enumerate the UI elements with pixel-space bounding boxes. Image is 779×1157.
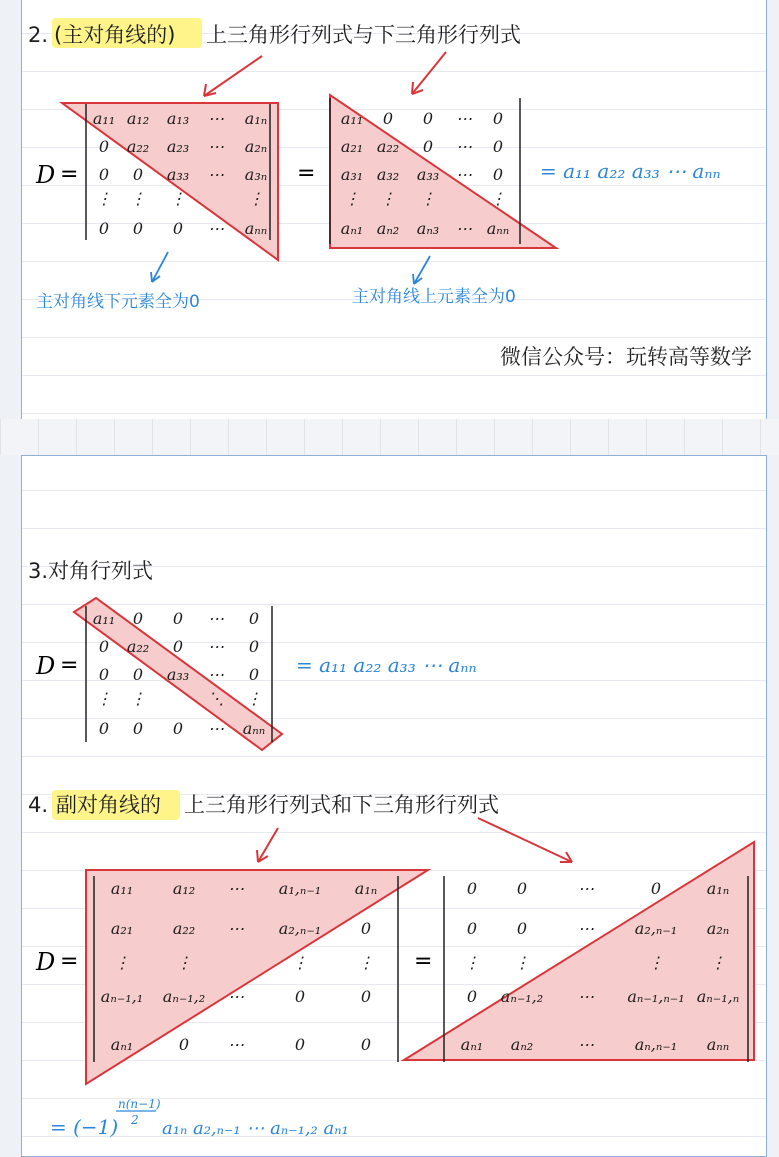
matrix-cell: aₙ₋₁,₁ xyxy=(100,987,144,1006)
matrix-cell: ⋮ xyxy=(344,189,360,208)
matrix-cell: ⋯ xyxy=(578,1035,594,1054)
matrix-cell: aₙₙ xyxy=(486,219,510,238)
matrix-cell: ⋯ xyxy=(228,879,244,898)
note-arrow xyxy=(414,256,430,284)
matrix-cell: 0 xyxy=(516,879,528,898)
arrow-to-lower xyxy=(412,52,446,94)
matrix-cell: ⋮ xyxy=(170,189,186,208)
section-3-result: = a₁₁ a₂₂ a₃₃ ⋯ aₙₙ xyxy=(296,653,477,677)
matrix-cell: aₙ₋₁,ₙ₋₁ xyxy=(627,987,685,1006)
matrix-cell: ⋯ xyxy=(208,637,224,656)
matrix-cell: aₙₙ xyxy=(242,719,266,738)
matrix-cell: ⋮ xyxy=(380,189,396,208)
matrix-cell: ⋮ xyxy=(514,953,530,972)
matrix-cell: 0 xyxy=(178,1035,190,1054)
lower-triangle-shading xyxy=(330,95,556,248)
matrix-cell: 0 xyxy=(132,609,144,628)
matrix-cell: 0 xyxy=(650,879,662,898)
matrix-cell: a₃₃ xyxy=(166,665,190,684)
matrix-cell: ⋯ xyxy=(208,665,224,684)
matrix-cell: a₁,ₙ₋₁ xyxy=(278,879,322,898)
section-4-highlight-text: 副对角线的 xyxy=(56,793,161,817)
matrix-cell: 0 xyxy=(492,165,504,184)
determinant-symbol: D xyxy=(36,161,56,189)
matrix-cell: 0 xyxy=(172,719,184,738)
matrix-cell: a₁ₙ xyxy=(244,109,268,128)
equals-sign: = xyxy=(60,949,79,974)
matrix-cell: 0 xyxy=(248,665,260,684)
matrix-cell: ⋮ xyxy=(248,189,264,208)
equals-sign: = xyxy=(60,162,79,187)
matrix-cell: 0 xyxy=(98,637,110,656)
matrix-cell: a₁₁ xyxy=(92,609,116,628)
matrix-cell: ⋮ xyxy=(130,689,146,708)
matrix-cell: a₂,ₙ₋₁ xyxy=(634,919,678,938)
matrix-cell: ⋯ xyxy=(208,609,224,628)
result-prefix: = (−1) xyxy=(50,1115,119,1139)
matrix-cell: 0 xyxy=(466,987,478,1006)
matrix-cell: 0 xyxy=(360,919,372,938)
matrix-cell: a₁₃ xyxy=(166,109,190,128)
matrix-cell: ⋯ xyxy=(578,919,594,938)
note-lower: 主对角线上元素全为0 xyxy=(352,287,516,307)
matrix-cell: ⋯ xyxy=(208,109,224,128)
matrix-cell: aₙ₋₁,₂ xyxy=(162,987,206,1006)
matrix-cell: 0 xyxy=(132,665,144,684)
matrix-cell: ⋮ xyxy=(292,953,308,972)
matrix-cell: ⋮ xyxy=(114,953,130,972)
matrix-cell: aₙₙ xyxy=(706,1035,730,1054)
exponent-denominator: 2 xyxy=(131,1113,139,1127)
matrix-cell: a₂₁ xyxy=(110,919,134,938)
matrix-cell: a₂₂ xyxy=(172,919,196,938)
section-2-title: 上三角形行列式与下三角形行列式 xyxy=(206,23,521,47)
matrix-cell: 0 xyxy=(132,165,144,184)
matrix-cell: ⋯ xyxy=(228,919,244,938)
section-2 xyxy=(28,18,752,369)
matrix-cell: ⋮ xyxy=(710,953,726,972)
section-3 xyxy=(28,559,477,750)
matrix-cell: ⋯ xyxy=(228,987,244,1006)
matrix-cell: 0 xyxy=(294,987,306,1006)
matrix-cell: 0 xyxy=(492,109,504,128)
matrix-cell: 0 xyxy=(466,919,478,938)
exponent-numerator: n(n−1) xyxy=(118,1097,161,1111)
matrix-cell: ⋯ xyxy=(208,719,224,738)
matrix-cell: 0 xyxy=(360,1035,372,1054)
matrix-cell: 0 xyxy=(248,637,260,656)
matrix-cell: a₁ₙ xyxy=(354,879,378,898)
matrix-cell: 0 xyxy=(382,109,394,128)
matrix-cell: a₁₂ xyxy=(126,109,150,128)
matrix-cell: ⋯ xyxy=(208,165,224,184)
section-4 xyxy=(28,790,754,1139)
matrix-cell: 0 xyxy=(360,987,372,1006)
matrix-cell: a₂₂ xyxy=(126,637,150,656)
matrix-cell: a₂₂ xyxy=(376,137,400,156)
matrix-cell: 0 xyxy=(172,637,184,656)
matrix-cell: a₃ₙ xyxy=(244,165,268,184)
matrix-cell: 0 xyxy=(294,1035,306,1054)
matrix-cell: ⋯ xyxy=(208,137,224,156)
matrix-cell: 0 xyxy=(172,219,184,238)
matrix-cell: ⋯ xyxy=(578,879,594,898)
matrix-cell: ⋮ xyxy=(96,189,112,208)
matrix-cell: 0 xyxy=(98,219,110,238)
matrix-cell: 0 xyxy=(98,165,110,184)
matrix-cell: a₁₁ xyxy=(92,109,116,128)
determinant-symbol: D xyxy=(36,652,56,680)
brand-watermark: 微信公众号：玩转高等数学 xyxy=(500,346,752,369)
matrix-cell: ⋯ xyxy=(578,987,594,1006)
section-4-number: 4. xyxy=(28,793,49,817)
matrix-cell: 0 xyxy=(422,137,434,156)
matrix-cell: aₙ₂ xyxy=(376,219,400,238)
equals-sign: = xyxy=(60,653,79,678)
matrix-cell: ⋮ xyxy=(490,189,506,208)
section-2-number: 2. xyxy=(28,23,49,47)
matrix-cell: 0 xyxy=(492,137,504,156)
section-2-result: = a₁₁ a₂₂ a₃₃ ⋯ aₙₙ xyxy=(540,159,721,183)
determinant-symbol: D xyxy=(36,948,56,976)
matrix-cell: ⋯ xyxy=(456,165,472,184)
matrix-cell: 0 xyxy=(466,879,478,898)
matrix-cell: aₙ₋₁,₂ xyxy=(500,987,544,1006)
matrix-cell: a₂ₙ xyxy=(244,137,268,156)
matrix-cell: aₙ₁ xyxy=(340,219,364,238)
matrix-cell: a₃₁ xyxy=(340,165,364,184)
matrix-cell: 0 xyxy=(98,719,110,738)
lower-anti-triangle-shading xyxy=(404,842,754,1060)
matrix-cell: ⋮ xyxy=(246,689,262,708)
matrix-cell: 0 xyxy=(132,719,144,738)
note-arrow xyxy=(152,252,168,282)
matrix-cell: ⋯ xyxy=(228,1035,244,1054)
matrix-cell: aₙ₂ xyxy=(510,1035,534,1054)
matrix-cell: ⋮ xyxy=(358,953,374,972)
matrix-cell: a₃₃ xyxy=(416,165,440,184)
matrix-cell: a₁₂ xyxy=(172,879,196,898)
matrix-cell: a₃₃ xyxy=(166,165,190,184)
section-3-title: 3.对角行列式 xyxy=(28,559,154,583)
matrix-cell: aₙ₃ xyxy=(416,219,440,238)
section-2-highlight-text: (主对角线的) xyxy=(54,23,176,47)
matrix-cell: ⋮ xyxy=(464,953,480,972)
note-upper: 主对角线下元素全为0 xyxy=(36,292,200,312)
arrow-to-upper xyxy=(204,56,262,96)
matrix-cell: a₂₂ xyxy=(126,137,150,156)
matrix-cell: a₂,ₙ₋₁ xyxy=(278,919,322,938)
arrow-to-lower xyxy=(478,818,572,862)
matrix-cell: ⋮ xyxy=(130,189,146,208)
matrix-cell: ⋯ xyxy=(456,137,472,156)
section-4-title: 上三角形行列式和下三角形行列式 xyxy=(184,793,499,817)
matrix-cell: a₂₁ xyxy=(340,137,364,156)
matrix-cell: a₁₁ xyxy=(340,109,364,128)
result-terms: a₁ₙ a₂,ₙ₋₁ ⋯ aₙ₋₁,₂ aₙ₁ xyxy=(162,1118,349,1139)
matrix-cell: aₙₙ xyxy=(244,219,268,238)
matrix-cell: 0 xyxy=(98,137,110,156)
matrix-cell: ⋮ xyxy=(176,953,192,972)
matrix-cell: a₂₃ xyxy=(166,137,190,156)
matrix-cell: 0 xyxy=(422,109,434,128)
matrix-cell: 0 xyxy=(172,609,184,628)
matrix-cell: ⋮ xyxy=(96,689,112,708)
matrix-cell: 0 xyxy=(98,665,110,684)
matrix-cell: ⋯ xyxy=(456,219,472,238)
matrix-cell: a₁ₙ xyxy=(706,879,730,898)
matrix-cell: ⋮ xyxy=(420,189,436,208)
equals-sign: = xyxy=(297,161,316,186)
matrix-cell: a₃₂ xyxy=(376,165,400,184)
matrix-cell: ⋮ xyxy=(648,953,664,972)
matrix-cell: 0 xyxy=(516,919,528,938)
matrix-cell: a₁₁ xyxy=(110,879,134,898)
matrix-cell: aₙ,ₙ₋₁ xyxy=(634,1035,678,1054)
matrix-cell: a₂ₙ xyxy=(706,919,730,938)
upper-anti-triangle-shading xyxy=(86,870,428,1084)
matrix-cell: aₙ₁ xyxy=(110,1035,134,1054)
matrix-cell: aₙ₋₁,ₙ xyxy=(696,987,740,1006)
matrix-cell: 0 xyxy=(132,219,144,238)
matrix-cell: ⋯ xyxy=(208,219,224,238)
matrix-cell: ⋯ xyxy=(456,109,472,128)
matrix-cell: ⋱ xyxy=(208,689,224,708)
matrix-cell: aₙ₁ xyxy=(460,1035,484,1054)
matrix-cell: 0 xyxy=(248,609,260,628)
equals-sign: = xyxy=(414,949,433,974)
